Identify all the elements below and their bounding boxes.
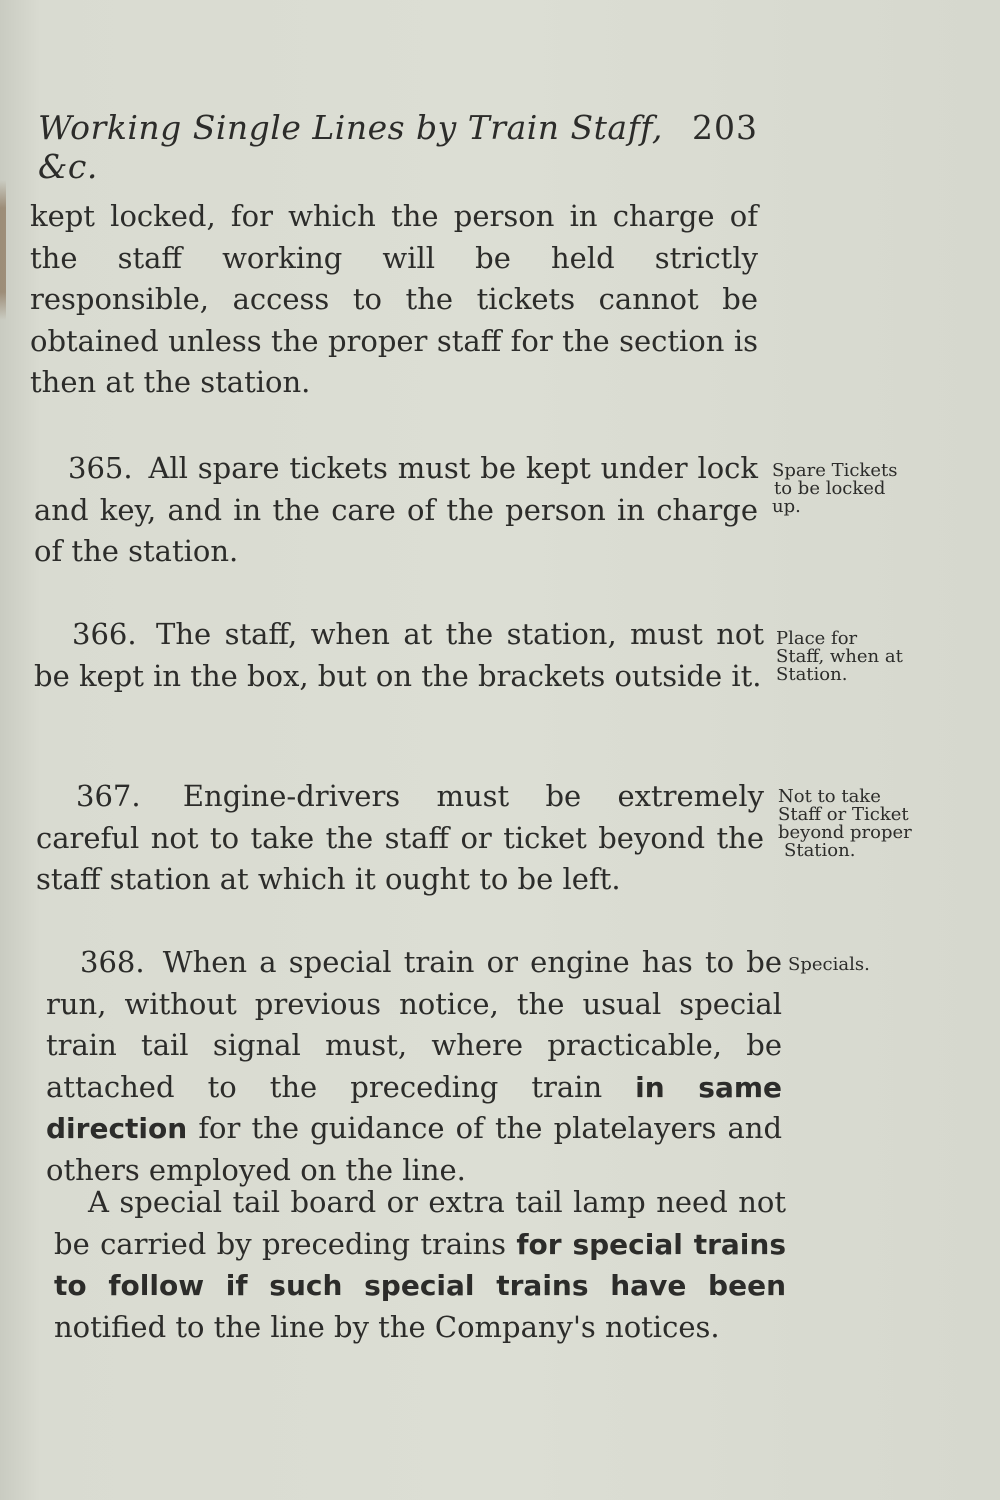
margin-note-line: to be locked bbox=[774, 478, 886, 499]
header-title: Working Single Lines by Train Staff, &c. bbox=[38, 108, 663, 186]
margin-note-place-for-staff bbox=[776, 630, 966, 684]
page-number: 203 bbox=[692, 108, 758, 147]
margin-note-line: Spare Tickets bbox=[772, 460, 898, 481]
margin-note-line: Staff or Ticket bbox=[778, 804, 909, 825]
paragraph-text: A special tail board or extra tail lamp need not be carried by preceding trains bbox=[54, 1185, 786, 1261]
paragraph-continuation bbox=[30, 196, 758, 404]
paragraph-365 bbox=[34, 448, 758, 573]
paragraph-number: 366. bbox=[72, 617, 137, 651]
margin-note-line: Station. bbox=[776, 664, 848, 685]
paragraph-368 bbox=[46, 942, 782, 1191]
running-header bbox=[38, 108, 758, 186]
paragraph-number: 367. bbox=[76, 779, 141, 813]
margin-note-spare-tickets bbox=[772, 462, 962, 516]
binding-stain bbox=[0, 180, 6, 320]
margin-note-line: Not to take bbox=[778, 786, 881, 807]
bold-insertion: in same direction bbox=[46, 1070, 782, 1145]
paragraph-366 bbox=[34, 614, 764, 697]
margin-note-specials bbox=[788, 956, 978, 974]
margin-note-line: Staff, when at bbox=[776, 646, 903, 667]
paragraph-text: The staff, when at the station, must not be kept in the box, but on the brackets outside it. bbox=[34, 617, 764, 693]
paragraph-text-after: notified to the line by the Company's notices. bbox=[54, 1309, 720, 1344]
margin-note-line: up. bbox=[772, 496, 801, 517]
paragraph-text: When a special train or engine has to be run, without previous notice, the usual special train tail signal must, where practicable, be attached to the preceding train bbox=[46, 945, 782, 1104]
paragraph-text: All spare tickets must be kept under lock and key, and in the care of the person in charge of the station. bbox=[34, 451, 759, 568]
margin-note-line: Specials. bbox=[788, 954, 870, 975]
margin-note-line: beyond proper bbox=[778, 822, 912, 843]
bold-insertion: for special trains to follow if such special trains have been bbox=[54, 1227, 786, 1302]
margin-note-line: Place for bbox=[776, 628, 858, 649]
paragraph-text: kept locked, for which the person in charge of the staff working will be held strictly responsible, access to the tickets cannot be obtained unless the proper staff for the section is then at the station. bbox=[30, 199, 758, 399]
paragraph-text: Engine-drivers must be extremely careful not to take the staff or ticket beyond the staff station at which it ought to be left. bbox=[36, 779, 764, 896]
paragraph-text-after: for the guidance of the platelayers and others employed on the line. bbox=[46, 1111, 783, 1187]
margin-note-not-to-take-staff bbox=[778, 788, 968, 860]
paragraph-number: 368. bbox=[80, 945, 145, 979]
paragraph-number: 365. bbox=[68, 451, 133, 485]
margin-note-line: Station. bbox=[784, 840, 856, 861]
paragraph-tail-board bbox=[54, 1182, 786, 1348]
paragraph-367 bbox=[36, 776, 764, 901]
